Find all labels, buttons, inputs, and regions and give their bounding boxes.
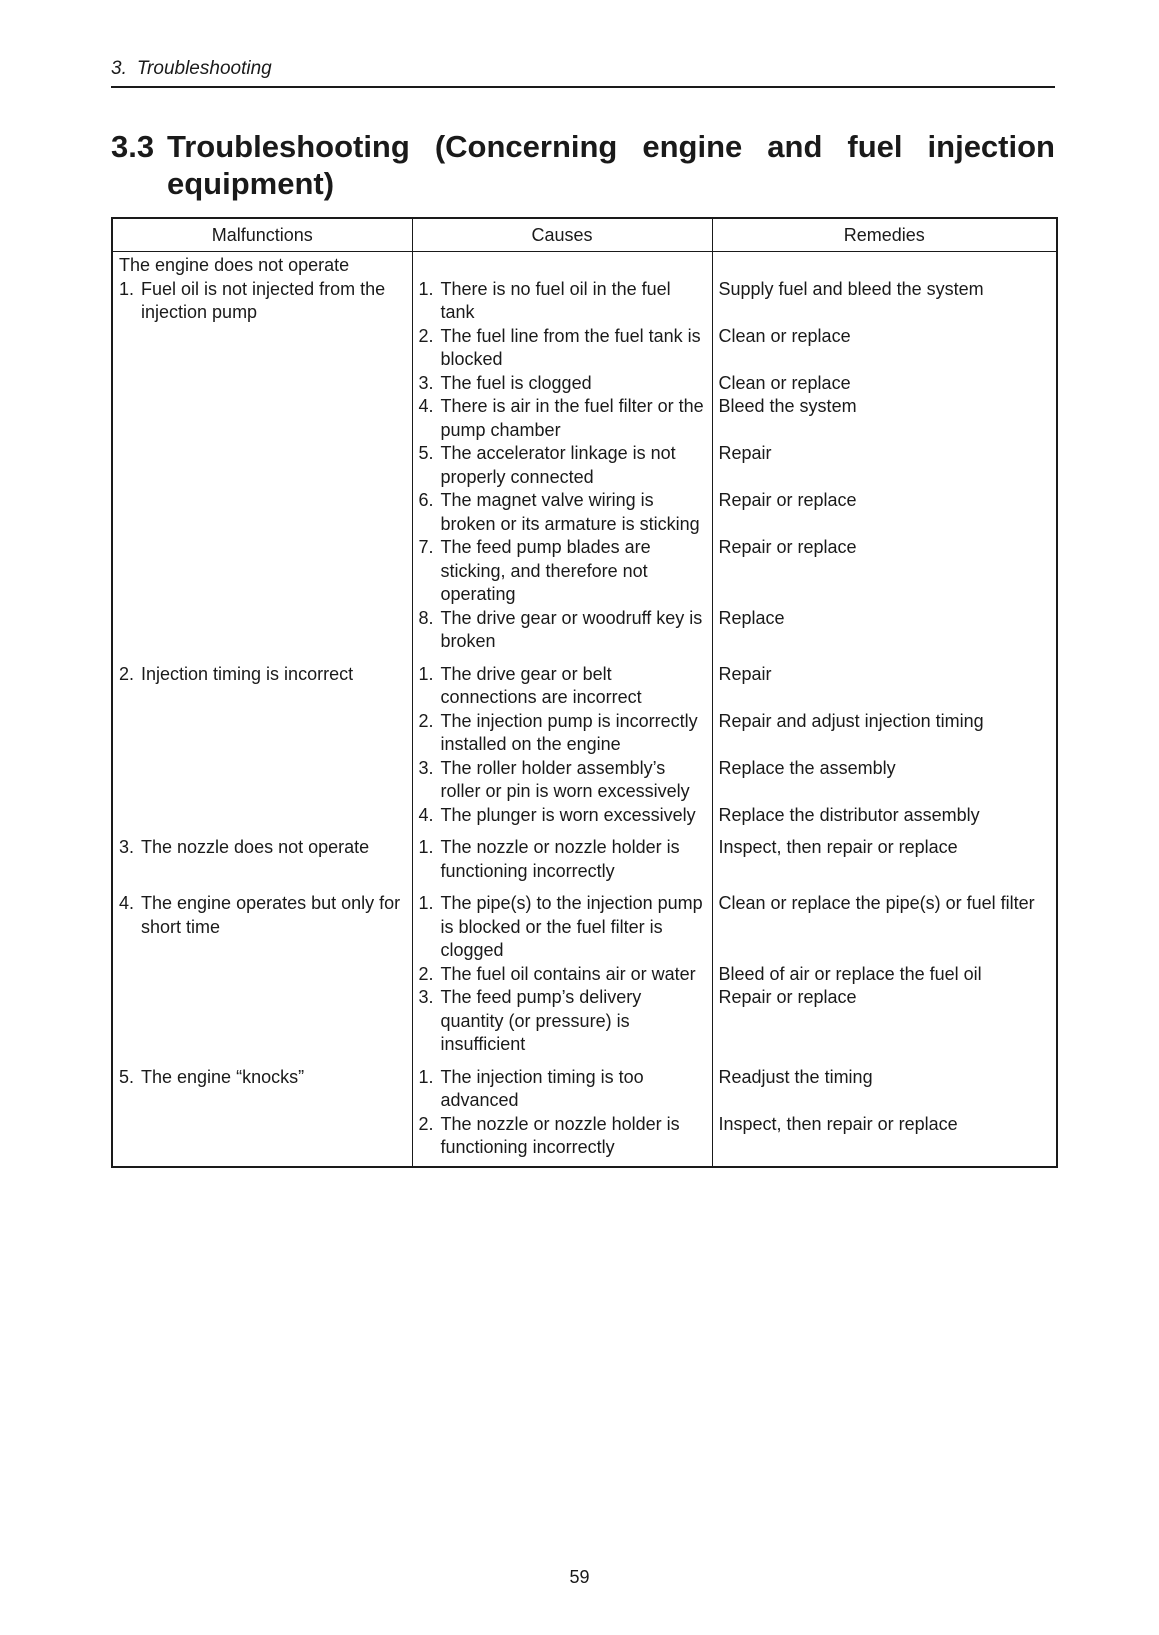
section-title: Troubleshooting (136, 58, 272, 79)
title-word: fuel (847, 129, 903, 164)
malfunction-number: 3. (119, 837, 135, 857)
remedy-text: Repair (718, 663, 772, 684)
remedy-cell (712, 1113, 1057, 1160)
cause-text: The accelerator linkage is not properly connected (440, 443, 676, 487)
cause-item (419, 372, 706, 396)
remedy-text: Bleed of air or replace the fuel oil (718, 963, 982, 984)
cause-cell (412, 710, 712, 757)
intro-cell (112, 252, 412, 278)
remedy-text: Bleed the system (718, 396, 857, 416)
cause-cell (412, 325, 712, 372)
table-row (112, 489, 1057, 536)
cause-number: 2. (418, 710, 434, 731)
remedy-text: Replace the distributor assembly (718, 804, 980, 825)
cause-item (419, 663, 706, 710)
cause-item (419, 1066, 706, 1113)
cause-number: 6. (418, 490, 434, 510)
cause-text: The fuel is clogged (440, 372, 592, 393)
cause-number: 2. (418, 1113, 434, 1134)
cause-item (419, 757, 706, 804)
table-row (112, 536, 1057, 607)
remedy-cell (712, 804, 1057, 828)
remedy-cell (712, 963, 1057, 987)
remedy-text: Clean or replace (718, 325, 851, 346)
malfunction-number: 2. (119, 663, 135, 684)
malfunction-item (119, 836, 406, 860)
malfunction-cell (112, 325, 412, 372)
column-header-malfunctions: Malfunctions (112, 218, 412, 252)
malfunction-item (119, 892, 406, 939)
remedy-text: Repair or replace (718, 537, 857, 557)
cause-number: 8. (418, 607, 434, 628)
cause-text: The plunger is worn excessively (440, 804, 696, 825)
cause-cell (412, 892, 712, 963)
cause-cell (412, 1113, 712, 1160)
table-body (112, 252, 1057, 1167)
remedy-text: Clean or replace (718, 372, 851, 393)
malfunction-text: The engine “knocks” (141, 1066, 305, 1087)
cause-cell (412, 757, 712, 804)
cause-text: There is no fuel oil in the fuel tank (440, 278, 671, 322)
cause-item (419, 836, 706, 883)
cause-text: The drive gear or belt connections are incorrect (440, 663, 642, 707)
table-row (112, 986, 1057, 1057)
malfunction-cell (112, 1066, 412, 1113)
cause-number: 1. (418, 663, 434, 684)
cause-text: The feed pump’s delivery quantity (or pressure) is insufficient (440, 987, 642, 1054)
remedy-text: Repair (718, 443, 772, 463)
cause-item (419, 278, 706, 325)
table-row (112, 442, 1057, 489)
remedy-cell (712, 663, 1057, 710)
cause-text: There is air in the fuel filter or the pump chamber (440, 396, 704, 440)
group-spacer (112, 1057, 1057, 1066)
remedy-text: Repair or replace (718, 987, 857, 1007)
cause-number: 1. (418, 893, 434, 913)
remedy-cell (712, 986, 1057, 1057)
malfunction-cell (112, 1113, 412, 1160)
malfunction-cell (112, 607, 412, 654)
cause-cell (412, 804, 712, 828)
table-header-row (112, 218, 1057, 252)
cause-cell (412, 663, 712, 710)
malfunction-cell (112, 536, 412, 607)
malfunction-text: Fuel oil is not injected from the injection pump (141, 278, 386, 322)
cause-number: 1. (418, 837, 434, 857)
cause-item (419, 607, 706, 654)
table-row (112, 395, 1057, 442)
table-row (112, 1113, 1057, 1160)
table-row (112, 710, 1057, 757)
remedy-cell (712, 536, 1057, 607)
remedy-text: Supply fuel and bleed the system (718, 278, 984, 299)
cause-item (419, 963, 706, 987)
cause-cell (412, 395, 712, 442)
remedy-cell (712, 607, 1057, 654)
malfunction-cell (112, 757, 412, 804)
table-row (112, 804, 1057, 828)
cause-number: 4. (418, 396, 434, 416)
cause-text: The injection timing is too advanced (440, 1066, 644, 1110)
cause-text: The fuel line from the fuel tank is blocked (440, 325, 701, 369)
table-row (112, 278, 1057, 325)
group-spacer (112, 883, 1057, 892)
malfunction-cell (112, 804, 412, 828)
cause-number: 1. (418, 1066, 434, 1087)
malfunction-text: The engine operates but only for short time (141, 893, 401, 937)
cause-cell (412, 489, 712, 536)
cause-cell (412, 442, 712, 489)
intro-row (112, 252, 1057, 278)
cause-item (419, 892, 706, 963)
remedy-text: Inspect, then repair or replace (718, 1113, 958, 1134)
remedy-cell (712, 325, 1057, 372)
malfunction-number: 4. (119, 893, 135, 913)
table-row (112, 892, 1057, 963)
title-word: and (767, 129, 823, 164)
cause-number: 4. (418, 804, 434, 825)
cause-text: The nozzle or nozzle holder is functioning incorrectly (440, 837, 680, 881)
table-row (112, 963, 1057, 987)
cause-cell (412, 536, 712, 607)
cause-number: 3. (418, 987, 434, 1007)
malfunction-cell (112, 442, 412, 489)
malfunction-text: Injection timing is incorrect (141, 663, 354, 684)
cause-text: The injection pump is incorrectly installed on the engine (440, 710, 698, 754)
cause-text: The fuel oil contains air or water (440, 963, 696, 984)
remedy-text: Replace (718, 607, 785, 628)
cause-cell (412, 607, 712, 654)
cause-number: 2. (418, 963, 434, 984)
column-header-causes: Causes (412, 218, 712, 252)
running-header (111, 58, 1055, 88)
malfunction-item (119, 1066, 406, 1090)
remedy-text: Repair and adjust injection timing (718, 710, 984, 731)
cause-item (419, 1113, 706, 1160)
remedy-cell (712, 757, 1057, 804)
cause-number: 2. (418, 325, 434, 346)
remedy-cell (712, 836, 1057, 883)
malfunction-cell (112, 710, 412, 757)
table-row (112, 607, 1057, 654)
remedy-cell (712, 1066, 1057, 1113)
remedy-cell (712, 278, 1057, 325)
title-line-1 (167, 128, 1055, 165)
table-row (112, 757, 1057, 804)
cause-item (419, 442, 706, 489)
cause-number: 3. (418, 372, 434, 393)
cause-item (419, 489, 706, 536)
remedy-text: Inspect, then repair or replace (718, 837, 958, 857)
remedy-cell (712, 892, 1057, 963)
page-title (111, 128, 1055, 202)
cause-cell (412, 1066, 712, 1113)
malfunction-cell (112, 372, 412, 396)
malfunction-cell (112, 395, 412, 442)
malfunction-cell (112, 278, 412, 325)
table-intro: The engine does not operate (119, 255, 350, 275)
remedy-cell (712, 442, 1057, 489)
malfunction-number: 1. (119, 278, 135, 299)
title-word: engine (642, 129, 743, 164)
malfunction-cell (112, 986, 412, 1057)
title-word: injection (927, 129, 1055, 164)
remedy-text: Clean or replace the pipe(s) or fuel filter (718, 893, 1035, 913)
title-word: (Concerning (434, 129, 618, 164)
group-spacer (112, 827, 1057, 836)
cause-text: The nozzle or nozzle holder is functioning incorrectly (440, 1113, 680, 1157)
cause-cell (412, 836, 712, 883)
table-row (112, 663, 1057, 710)
malfunction-item (119, 278, 406, 325)
malfunction-text: The nozzle does not operate (141, 837, 370, 857)
section-number: 3. (111, 58, 127, 79)
remedy-cell (712, 395, 1057, 442)
remedy-text: Replace the assembly (718, 757, 896, 778)
malfunction-cell (112, 963, 412, 987)
table-row (112, 372, 1057, 396)
remedy-cell (712, 489, 1057, 536)
title-line-2: equipment) (167, 166, 335, 201)
malfunction-number: 5. (119, 1066, 135, 1087)
table-row (112, 1066, 1057, 1113)
cause-cell (412, 986, 712, 1057)
cause-number: 1. (418, 278, 434, 299)
cause-text: The pipe(s) to the injection pump is blocked or the fuel filter is clogged (440, 893, 703, 960)
cause-number: 7. (418, 537, 434, 557)
remedy-text: Readjust the timing (718, 1066, 873, 1087)
cause-item (419, 536, 706, 607)
title-word: Troubleshooting (167, 129, 410, 164)
remedy-cell (712, 710, 1057, 757)
page-number: 59 (569, 1567, 590, 1587)
cause-cell (412, 963, 712, 987)
malfunction-cell (112, 836, 412, 883)
cause-number: 5. (418, 443, 434, 463)
cause-item (419, 986, 706, 1057)
column-header-remedies: Remedies (712, 218, 1057, 252)
cause-text: The feed pump blades are sticking, and therefore not operating (440, 537, 651, 604)
troubleshooting-table (111, 217, 1058, 1168)
cause-text: The drive gear or woodruff key is broken (440, 607, 703, 651)
table-row (112, 325, 1057, 372)
malfunction-cell (112, 663, 412, 710)
table-row (112, 836, 1057, 883)
malfunction-cell (112, 489, 412, 536)
cause-cell (412, 278, 712, 325)
cause-cell (412, 372, 712, 396)
cause-text: The magnet valve wiring is broken or its armature is sticking (440, 490, 700, 534)
cause-item (419, 804, 706, 828)
group-spacer (112, 654, 1057, 663)
title-number: 3.3 (111, 129, 155, 164)
cause-item (419, 325, 706, 372)
cause-item (419, 395, 706, 442)
malfunction-cell (112, 892, 412, 963)
remedy-cell (712, 372, 1057, 396)
cause-number: 3. (418, 757, 434, 778)
cause-item (419, 710, 706, 757)
table-end-spacer (112, 1160, 1057, 1167)
cause-text: The roller holder assembly’s roller or pin is worn excessively (440, 757, 690, 801)
malfunction-item (119, 663, 406, 687)
remedy-text: Repair or replace (718, 490, 857, 510)
